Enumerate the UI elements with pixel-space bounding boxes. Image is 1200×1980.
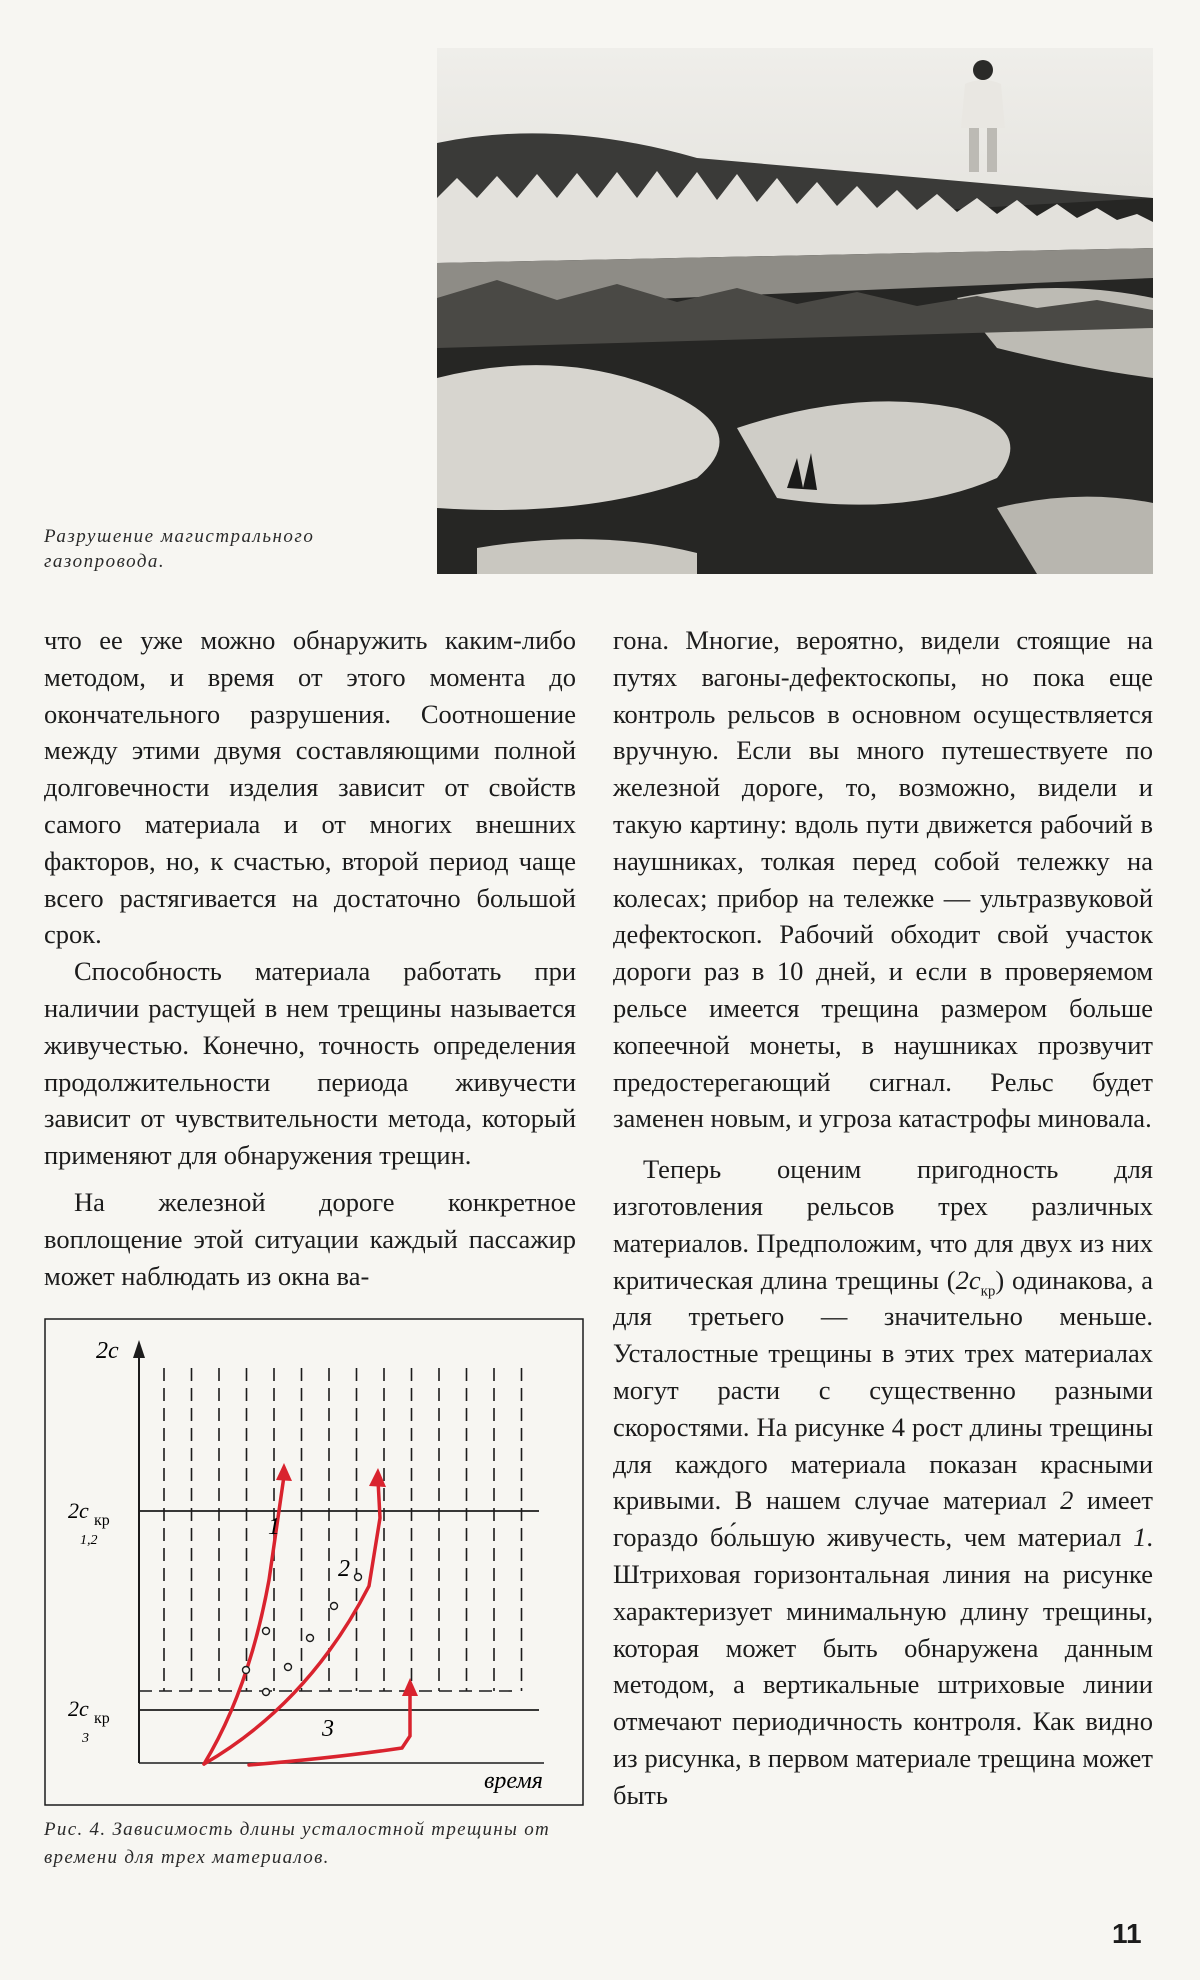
curve-1-arrowhead (276, 1463, 292, 1481)
level-3-label: 2c (68, 1696, 89, 1721)
figure-4 (44, 1318, 584, 1808)
figure-caption: Рис. 4. Зависимость длины усталостной трещины от времени для трех материалов. (44, 1819, 551, 1868)
inspection-point (263, 1689, 270, 1696)
page-number: 11 (1112, 1918, 1142, 1949)
level-12-label: 2c (68, 1498, 89, 1523)
curve-3-arrowhead (402, 1678, 418, 1696)
inspection-point (285, 1664, 292, 1671)
inspection-point (331, 1603, 338, 1610)
photo-caption: Разрушение магистрального газопровода. (44, 526, 315, 572)
left-paragraph-3: На железной дороге конкретное воплощение этой ситуации каждый пассажир может наблюдать из окна ва- (44, 1186, 576, 1291)
x-axis-label: время (484, 1768, 543, 1794)
material-1-ref: 1 (1133, 1522, 1147, 1553)
pipeline-photo (437, 48, 1153, 574)
inspection-point (307, 1635, 314, 1642)
left-paragraph-2: Способность материала работать при наличии растущей в нем трещины называется живучестью. Конечно, точность определения продолжительности периода живучести зависит от чувствительности метода, который применяют для обнаружения трещин. (44, 956, 576, 1171)
left-paragraph-1: что ее уже можно обнаружить каким-либо методом, и время от этого момента до окончательного разрушения. Соотношение между этими двумя составляющими полной долговечности изделия зависит от свойств самого материала и от многих внешних факторов, но, к счастью, второй период чаще всего растягивается на достаточно большой срок. (44, 625, 576, 950)
level-3-index: 3 (82, 1731, 89, 1746)
control-interval-lines (164, 1368, 522, 1691)
level-3-sub: кр (94, 1710, 110, 1727)
right-paragraph-2-part-d: . Штриховая горизонтальная линия на рисунке характеризует минимальную длину трещины, которая может быть обнаружена данным методом, а вертикальные штриховые линии отмечают периодичность контроля. Как видно из рисунка, в первом материале трещина может быть (613, 1522, 1153, 1810)
crack-critical-subscript: кр (980, 1282, 996, 1299)
inspection-point (355, 1574, 362, 1581)
curve-material-2 (204, 1480, 380, 1764)
curve-3-label: 3 (322, 1716, 334, 1742)
y-axis-arrow (133, 1340, 145, 1358)
right-paragraph-1: гона. Многие, вероятно, видели стоящие на путях вагоны-дефектоскопы, но пока еще контроль рельсов в основном осуществляется вручную. Если вы много путешествуете по железной дороге, то, возможно, видели и такую картину: вдоль пути движется рабочий в наушниках, толкая перед собой тележку на колесах; прибор на тележке — ультразвуковой дефектоскоп. Рабочий обходит свой участок дороги раз в 10 дней, и если в проверяемом рельсе имеется трещина размером больше копеечной монеты, в наушниках прозвучит предостерегающий сигнал. Рельс будет заменен новым, и угроза катастрофы миновала. (613, 625, 1153, 1134)
material-2-ref: 2 (1060, 1485, 1074, 1516)
figure-frame (45, 1319, 583, 1805)
curve-2-label: 2 (338, 1556, 350, 1582)
right-paragraph-2-part-b: ) одинакова, а для третьего — значительно меньше. Усталостные трещины в этих трех материалах могут расти с существенно разными скоростями. На рисунке 4 рост длины трещины для каждого материала показан красными кривыми. В нашем случае материал (613, 1264, 1153, 1516)
curve-1-label: 1 (268, 1514, 280, 1540)
y-axis-label: 2c (96, 1338, 119, 1364)
inspection-point (263, 1628, 270, 1635)
level-12-index: 1,2 (80, 1533, 98, 1548)
level-12-sub: кр (94, 1512, 110, 1529)
left-column (44, 622, 576, 1294)
right-column (613, 622, 1153, 1814)
right-paragraph-2-part-c: имеет гораздо бо́льшую живучесть, чем материал (613, 1485, 1153, 1553)
crack-critical-symbol: 2c (955, 1264, 981, 1295)
right-paragraph-2 (613, 1151, 1153, 1813)
inspection-point (243, 1667, 250, 1674)
right-paragraph-2-part-a: Теперь оценим пригодность для изготовления рельсов трех различных материалов. Предположим, что для двух из них критическая длина трещины ( (613, 1154, 1153, 1295)
